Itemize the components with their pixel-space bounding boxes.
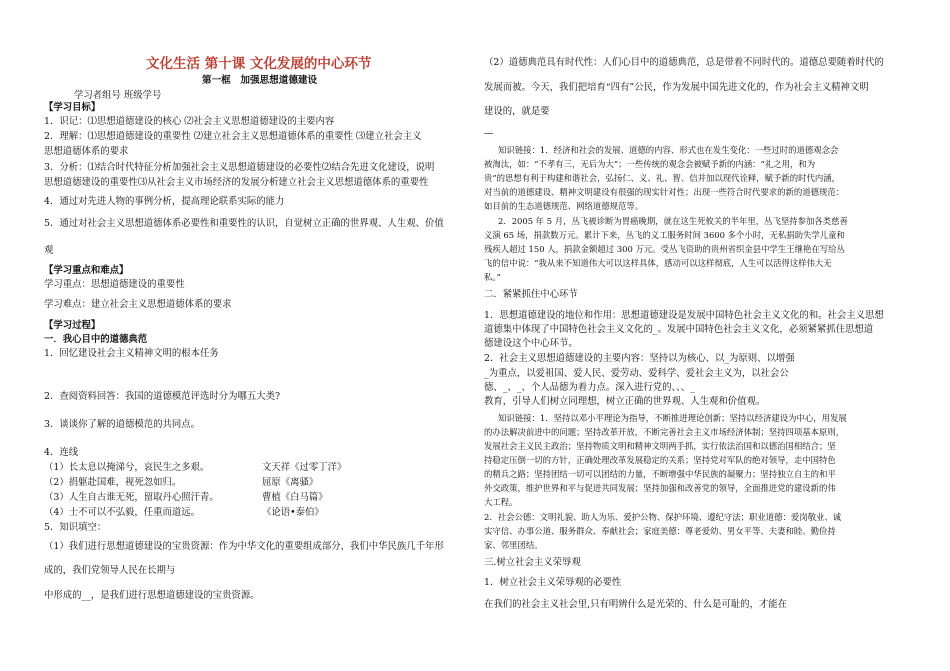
para-1c: 德建设这个中心环节。 — [484, 338, 578, 349]
link-2-line: 发展社会主义民主政治；坚持物质文明和精神文明两手抓，实行依法治国和以德治国相结合；坚 — [484, 441, 836, 451]
para-2a: 2．社会主义思想道德建设的主要内容：坚持以为核心、以_为原则、以增强 — [484, 353, 795, 364]
fill-1c: 中形成的__，是我们进行思想道德建设的宝贵资源。 — [44, 590, 260, 601]
match-right-2: 屈原《离骚》 — [262, 477, 319, 488]
page-subtitle: 第一框 加强思想道德建设 — [202, 75, 318, 86]
answer-dash: — — [484, 128, 494, 139]
match-left-1: （1）长太息以掩涕兮，哀民生之多艰。 — [44, 462, 210, 473]
link-1-line: 私。” — [484, 272, 501, 282]
link-1-line: 残疾人超过 150 人，捐款金额超过 300 万元。受丛飞资助的贵州省织金县中学生王继艳在写给丛 — [484, 244, 845, 254]
link-2-line: 的办法解决前进中的问题；坚持改革开放，不断完善社会主义市场经济体制；坚持四项基本原则， — [484, 427, 845, 437]
link-1-line: 义演 65 场，捐款数万元。累计下来，丛飞的义工服务时间 3600 多个小时，无私捐助失学儿童和 — [484, 230, 845, 240]
link-2-line: 的精兵之路；坚持团结一切可以团结的力量，不断增强中华民族的凝聚力；坚持独立自主的和平 — [484, 469, 836, 479]
para-1b: 道德集中体现了中国特色社会主义文化的_。发展中国特色社会主义文化，必须紧紧抓住思想道 — [484, 324, 874, 335]
question-4: 4．连线 — [44, 447, 79, 458]
match-right-4: 《论语•泰伯》 — [262, 507, 324, 518]
para-4: 在我们的社会主义社会里,只有明辨什么是光荣的、什么是可耻的，才能在 — [484, 599, 787, 610]
goal-5a: 5．通过对社会主义思想道德体系必要性和重要性的认识，自觉树立正确的世界观、人生观、价值 — [44, 218, 444, 229]
link-2-line: 持稳定压倒一切的方针，正确处理改革发展稳定的关系；坚持党对军队的绝对领导，走中国特色 — [484, 455, 836, 465]
link-1-line: 贵”的思想有利于构建和谐社会，弘扬仁、义、礼、智、信并加以现代诠释，赋予新的时代内涵， — [484, 173, 841, 183]
link-2-line: 2．社会公德：文明礼貌、助人为乐、爱护公物、保护环境、遵纪守法；职业道德：爱岗敬业、诚 — [484, 512, 842, 522]
goal-5b: 观 — [44, 245, 54, 256]
goal-header: 【学习目标】 — [44, 102, 101, 113]
fill-2a: （2）道德典范具有时代性：人们心目中的道德典范，总是带着不同时代的。道德总要随着时代的 — [484, 57, 884, 68]
question-1: 1．回忆建设社会主义精神文明的根本任务 — [44, 348, 219, 359]
hard-point: 学习难点：建立社会主义思想道德体系的要求 — [44, 299, 232, 310]
para-1a: 1．思想道德建设的地位和作用：思想道德建设是发展中国特色社会主义文化的和。社会主义思想 — [484, 310, 884, 321]
fill-1a: （1）我们进行思想道德建设的宝贵资源：作为中华文化的重要组成部分，我们中华民族几千年形 — [44, 541, 444, 552]
link-1-line: 知识链接：1．经济和社会的发展、道德的内容、形式也在发生变化：一些过时的道德观念会 — [498, 145, 839, 155]
section-3-heading: 三.树立社会主义荣辱观 — [484, 557, 581, 568]
link-1-line: 被淘汰，如：“不孝有三，无后为大”；一些传统的观念会被赋予新的内涵：“礼之用，和为 — [484, 159, 816, 169]
link-2-line: 家、邻里团结。 — [484, 540, 543, 550]
match-left-4: （4）士不可以不弘毅，任重而道远。 — [44, 507, 200, 518]
para-2b: _为重点，以爱祖国、爱人民、爱劳动、爱科学、爱社会主义为，以社会公 — [484, 368, 789, 379]
match-left-3: （3）人生自古谁无死，留取丹心照汗青。 — [44, 492, 219, 503]
link-1-line: 飞的信中说：“我从来不知道伟大可以这样具体，感动可以这样彻底，人生可以活得这样伟大无 — [484, 258, 832, 268]
key-header: 【学习重点和难点】 — [44, 265, 129, 276]
question-3: 3．谈谈你了解的道德模范的共同点。 — [44, 419, 200, 430]
fill-2c: 建设的，就是要 — [484, 106, 550, 117]
goal-4: 4．通过对先进人物的事例分析，提高理论联系实际的能力 — [44, 196, 285, 207]
goal-1: 1．识记：⑴思想道德建设的核心 ⑵社会主义思想道德建设的主要内容 — [44, 116, 335, 127]
page-title: 文化生活 第十课 文化发展的中心环节 — [146, 56, 372, 72]
process-header: 【学习过程】 — [44, 320, 101, 331]
goal-2b: 思想道德体系的要求 — [44, 146, 129, 157]
section-2-heading: 二．紧紧抓住中心环节 — [484, 289, 578, 300]
fill-1b: 成的，我们党领导人民在长期与 — [44, 565, 176, 576]
match-left-2: （2）捐躯赴国难，视死忽如归。 — [44, 477, 182, 488]
question-5: 5．知识填空： — [44, 522, 107, 533]
link-1-line: 对当前的道德建设、精神文明建设有很强的现实针对性；出现一些符合时代要求的新的道德规范： — [484, 187, 845, 197]
goal-3b: 思想道德建设的重要性⑶从社会主义市场经济的发展分析建立社会主义思想道德体系的重要性 — [44, 177, 429, 188]
link-2-line: 外交政策，维护世界和平与促进共同发展；坚持加强和改善党的领导，全面推进党的建设新的伟 — [484, 483, 836, 493]
para-2c: 德、_、_、个人品德为着力点。深入进行党的、、、_ — [484, 382, 695, 393]
student-info-line: 学习者组号 班级学号 — [74, 90, 162, 101]
para-3: 1．树立社会主义荣辱观的必要性 — [484, 577, 622, 588]
goal-2a: 2．理解：⑴思想道德建设的重要性 ⑵建立社会主义思想道德体系的重要性 ⑶建立社会主义 — [44, 131, 422, 142]
link-1-line: 如目前的生态道德规范、网络道德规范等。 — [484, 201, 644, 211]
question-2: 2．查阅资料回答：我国的道德模范评选时分为哪五大类? — [44, 391, 280, 402]
link-1-line: 2．2005 年 5 月，丛飞被诊断为胃癌晚期，就在这生死攸关的半年里，丛飞坚持参加各类慈善 — [498, 216, 848, 226]
link-2-line: 大工程。 — [484, 497, 518, 507]
para-2d: 教育，引导人们树立同理想，树立正确的世界观、人生观和价值观。 — [484, 396, 766, 407]
fill-2b: 发展而被。今天，我们把培育“四有”公民，作为发展中国先进文化的，作为社会主义精神文明 — [484, 82, 869, 93]
link-2-line: 知识链接：1．坚持以邓小平理论为指导，不断推进理论创新；坚持以经济建设为中心，用发展 — [498, 413, 847, 423]
goal-3a: 3．分析：⑴结合时代特征分析加强社会主义思想道德建设的必要性⑵结合先进文化建设，说明 — [44, 162, 435, 173]
match-right-1: 文天祥《过零丁洋》 — [262, 462, 347, 473]
key-point: 学习重点：思想道德建设的重要性 — [44, 279, 185, 290]
link-2-line: 实守信、办事公道、服务群众、奉献社会；家庭美德：尊老爱幼、男女平等、夫妻和睦、勤俭持 — [484, 526, 836, 536]
match-right-3: 曹植《白马篇》 — [262, 492, 328, 503]
section-1-heading: 一．我心目中的道德典范 — [44, 334, 148, 345]
